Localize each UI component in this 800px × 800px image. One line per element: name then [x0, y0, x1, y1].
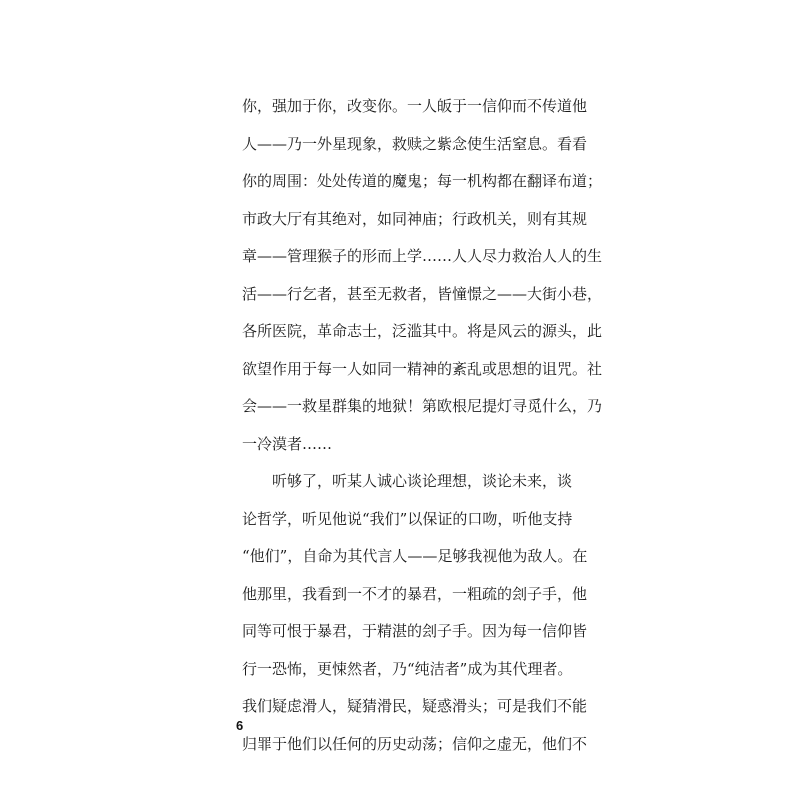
text-line: 论哲学，听见他说“我们”以保证的口吻，听他支持: [242, 509, 573, 528]
text-line: 活——行乞者，甚至无救者，皆憧憬之——大街小巷，: [242, 284, 603, 303]
text-line: 你，强加于你，改变你。一人皈于一信仰而不传道他: [242, 97, 588, 115]
text-line: 他那里，我看到一不才的暴君，一粗疏的刽子手，他: [242, 584, 588, 603]
text-line: 我们疑虑滑人，疑猜滑民，疑惑滑头；可是我们不能: [242, 697, 588, 715]
text-line: 各所医院，革命志士，泛滥其中。将是风云的源头，此: [242, 322, 603, 340]
text-line: 市政大厅有其绝对，如同神庙；行政机关，则有其规: [242, 209, 588, 228]
text-line: 人——乃一外星现象，救赎之紫念使生活窒息。看看: [242, 134, 588, 153]
text-line: 章——管理猴子的形而上学……人人尽力救治人人的生: [242, 247, 603, 265]
text-line: 欲望作用于每一人如同一精神的紊乱或思想的诅咒。社: [242, 359, 603, 378]
body-text: [242, 88, 603, 763]
text-line: “他们”，自命为其代言人——足够我视他为敌人。在: [242, 547, 588, 565]
text-line: 一冷漠者……: [242, 434, 333, 453]
text-line: 归罪于他们以任何的历史动荡；信仰之虚无，他们不: [242, 734, 588, 753]
text-line: 你的周围：处处传道的魔鬼；每一机构都在翻译布道；: [242, 172, 603, 190]
text-line: 同等可恨于暴君，于精湛的刽子手。因为每一信仰皆: [242, 622, 588, 640]
text-line: 行一恐怖，更悚然者，乃“纯洁者”成为其代理者。: [242, 659, 573, 678]
page-number: 6: [236, 718, 244, 733]
text-line: 听够了，听某人诚心谈论理想，谈论未来，谈: [242, 472, 573, 490]
text-line: 会——一救星群集的地狱！第欧根尼提灯寻觅什么，乃: [242, 397, 603, 415]
